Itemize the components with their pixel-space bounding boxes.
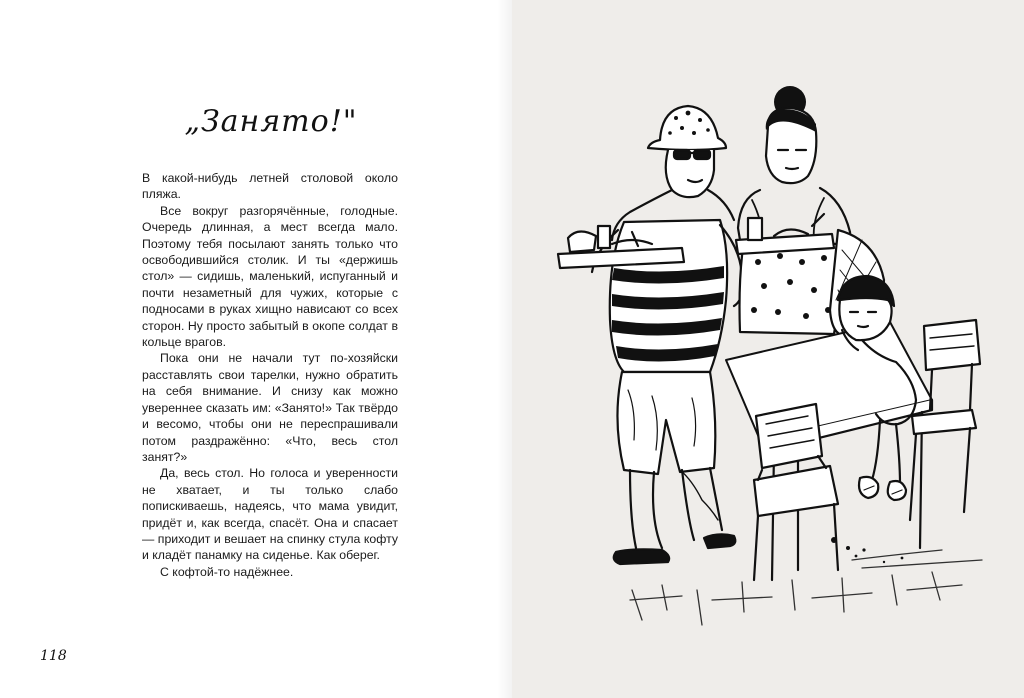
child-shoe-right — [888, 481, 906, 500]
sandal-left — [614, 549, 669, 564]
paragraph: Да, весь стол. Но голоса и уверенности не хватает, и ты только слабо попискиваешь, надеясь, что мама увидит, придёт и, как всегда, спасёт. Она и спасает — приходит и вешает на спинку стула кофту и кладёт панамку на сиденье. Как оберег. — [142, 466, 398, 563]
paragraph: Пока они не начали тут по-хозяйски расставлять свои тарелки, нужно обратить на себя внимание. И снизу как можно увереннее сказать им: «Занято!» Так твёрдо и весомо, чтобы они не переспрашивали потом раздражённо: «Что, весь стол занят?» — [142, 351, 398, 464]
paragraph: В какой-нибудь летней столовой около пляжа. — [142, 171, 398, 202]
floor-tiles — [630, 550, 982, 625]
polka-dot-dress — [740, 240, 840, 334]
man-figure — [558, 106, 742, 564]
paragraph: С кофтой-то надёжнее. — [160, 564, 294, 579]
sandal-right — [704, 534, 735, 548]
child-shoe-left — [859, 477, 878, 498]
right-page — [512, 0, 1024, 698]
shorts — [617, 372, 715, 474]
ink-spatter — [831, 537, 903, 563]
gutter-shadow — [497, 0, 512, 698]
chapter-body-text — [142, 170, 398, 580]
sunglasses — [674, 150, 690, 159]
page-number: 118 — [40, 648, 67, 664]
chapter-title: „Занято!" — [184, 104, 358, 139]
beach-canteen-illustration — [512, 0, 1024, 698]
paragraph: Все вокруг разгорячённые, голодные. Очередь длинная, а мест всегда мало. Поэтому тебя посылают занять только что освободившийся столик. И ты «держишь стол» — сидишь, маленький, испуганный и почти незаметный для чужих, которые с подносами в руках хищно нависают со всех сторон. Ну просто забытый в окопе солдат в кольце врагов. — [142, 203, 398, 350]
